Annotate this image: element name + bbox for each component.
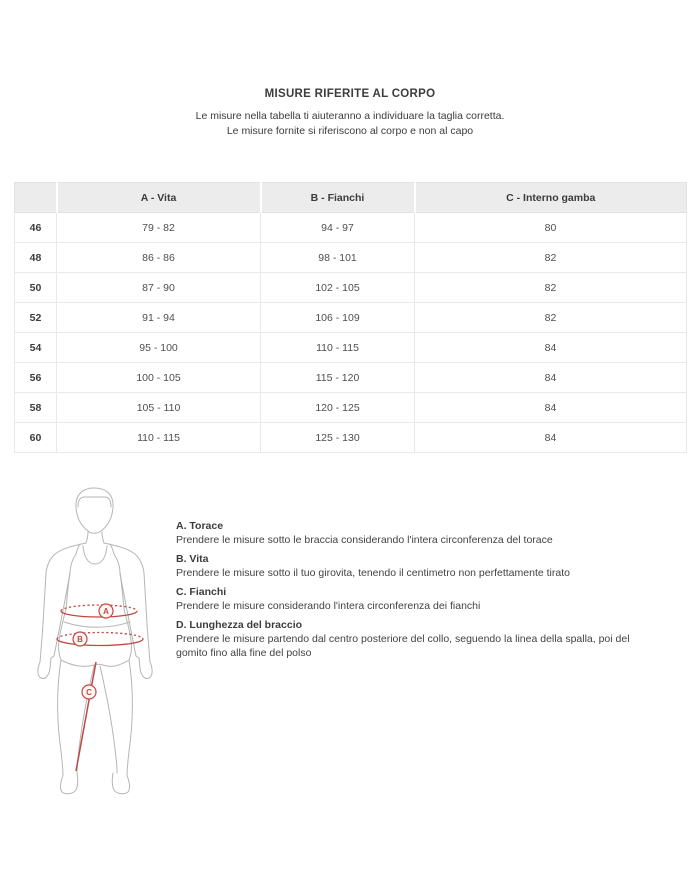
size-cell: 56 [15, 363, 57, 393]
fianchi-cell: 115 - 120 [261, 363, 415, 393]
inner-leg-marker-badge [82, 685, 96, 699]
size-cell: 50 [15, 273, 57, 303]
doc-header [0, 88, 700, 139]
vita-cell: 100 - 105 [57, 363, 261, 393]
vita-cell: 86 - 86 [57, 243, 261, 273]
subtitle-line-1: Le misure nella tabella ti aiuteranno a individuare la taglia corretta. [195, 110, 505, 122]
fianchi-cell: 120 - 125 [261, 393, 415, 423]
interno-gamba-cell: 82 [415, 243, 687, 273]
vita-cell: 79 - 82 [57, 213, 261, 243]
marker-badges [73, 604, 113, 699]
vita-cell: 91 - 94 [57, 303, 261, 333]
guide-item-description: Prendere le misure partendo dal centro posteriore del collo, seguendo la linea della spalla, poi del gomito fino alla fine del polso [176, 633, 630, 659]
guide-item-lunghezza-braccio [176, 618, 656, 660]
fianchi-cell: 110 - 115 [261, 333, 415, 363]
body-figure-svg [30, 476, 190, 806]
size-cell: 54 [15, 333, 57, 363]
inner-leg-marker-label: C [86, 688, 92, 697]
interno-gamba-cell: 80 [415, 213, 687, 243]
table-row [15, 423, 687, 453]
column-header-fianchi: B - Fianchi [261, 183, 415, 213]
table-row [15, 273, 687, 303]
guide-item-torace [176, 519, 656, 547]
table-row [15, 363, 687, 393]
guide-item-description: Prendere le misure sotto il tuo girovita, tenendo il centimetro non perfettamente tirato [176, 567, 570, 579]
measurement-guide [176, 519, 656, 665]
figure-outline [38, 488, 152, 794]
waist-marker-badge [99, 604, 113, 618]
guide-item-description: Prendere le misure sotto le braccia considerando l'intera circonferenza del torace [176, 534, 553, 546]
table-row [15, 393, 687, 423]
guide-item-vita [176, 552, 656, 580]
interno-gamba-cell: 84 [415, 393, 687, 423]
guide-item-fianchi [176, 585, 656, 613]
guide-item-label: B. Vita [176, 553, 209, 565]
page-title: MISURE RIFERITE AL CORPO [264, 88, 436, 100]
guide-item-description: Prendere le misure considerando l'intera circonferenza dei fianchi [176, 600, 481, 612]
vita-cell: 110 - 115 [57, 423, 261, 453]
fianchi-cell: 94 - 97 [261, 213, 415, 243]
vita-cell: 105 - 110 [57, 393, 261, 423]
hips-marker-label: B [77, 635, 83, 644]
body-measurement-figure [30, 476, 190, 806]
subtitle-line-2: Le misure fornite si riferiscono al corpo e non al capo [226, 125, 474, 137]
size-cell: 58 [15, 393, 57, 423]
vita-cell: 95 - 100 [57, 333, 261, 363]
table-row [15, 303, 687, 333]
size-table [14, 182, 687, 453]
vita-cell: 87 - 90 [57, 273, 261, 303]
table-header-row [15, 183, 687, 213]
size-cell: 60 [15, 423, 57, 453]
interno-gamba-cell: 84 [415, 363, 687, 393]
interno-gamba-cell: 84 [415, 423, 687, 453]
guide-item-label: A. Torace [176, 520, 224, 532]
table-row [15, 213, 687, 243]
size-cell: 46 [15, 213, 57, 243]
column-header-vita: A - Vita [57, 183, 261, 213]
column-header-size [15, 183, 57, 213]
size-cell: 48 [15, 243, 57, 273]
fianchi-cell: 102 - 105 [261, 273, 415, 303]
waist-marker-label: A [103, 607, 109, 616]
fianchi-cell: 125 - 130 [261, 423, 415, 453]
guide-item-label: D. Lunghezza del braccio [176, 619, 303, 631]
size-cell: 52 [15, 303, 57, 333]
fianchi-cell: 98 - 101 [261, 243, 415, 273]
table-row [15, 333, 687, 363]
column-header-interno-gamba: C - Interno gamba [415, 183, 687, 213]
table-row [15, 243, 687, 273]
guide-item-label: C. Fianchi [176, 586, 227, 598]
interno-gamba-cell: 84 [415, 333, 687, 363]
hips-marker-badge [73, 632, 87, 646]
interno-gamba-cell: 82 [415, 273, 687, 303]
fianchi-cell: 106 - 109 [261, 303, 415, 333]
interno-gamba-cell: 82 [415, 303, 687, 333]
